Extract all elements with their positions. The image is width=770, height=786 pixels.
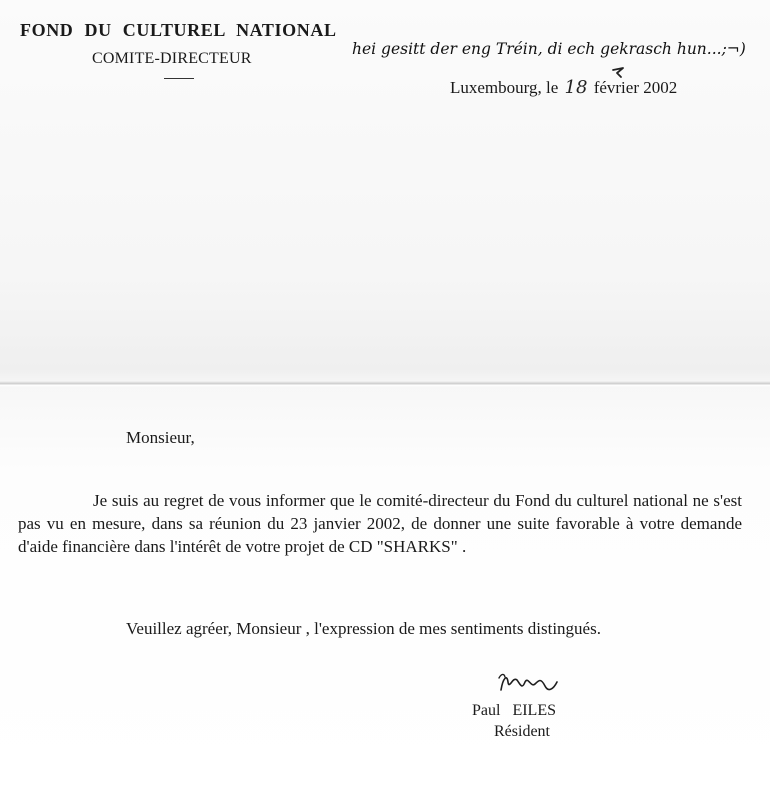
- date-suffix: février 2002: [593, 78, 678, 97]
- paper-fold-line: [0, 381, 770, 387]
- salutation: Monsieur,: [126, 428, 195, 447]
- date-prefix: Luxembourg, le: [450, 78, 559, 97]
- organization-name: FOND DU CULTUREL NATIONAL: [20, 20, 337, 40]
- letterhead-rule: [164, 78, 194, 79]
- closing-formula: Veuillez agréer, Monsieur , l'expression de mes sentiments distingués.: [126, 619, 601, 638]
- signer-title: Résident: [494, 723, 550, 740]
- date-day-handwritten: 18: [564, 77, 588, 98]
- handwritten-note: hei gesitt der eng Tréin, di ech gekrasch hun...;¬): [352, 40, 746, 58]
- handwritten-signature: [495, 668, 565, 698]
- signer-name: Paul EILES: [472, 702, 556, 719]
- letter-paragraph: Je suis au regret de vous informer que le comité-directeur du Fond du culturel national ne s'est pas vu en mesure, dans sa réunion du 23 janvier 2002, de donner une suite favorable à votre demande d'aide financière dans l'intérêt de votre projet de CD "SHARKS" .: [18, 491, 742, 556]
- date-line: [450, 77, 677, 98]
- letter-body: [18, 489, 742, 558]
- department-name: COMITE-DIRECTEUR: [92, 50, 252, 67]
- correction-mark-icon: [611, 66, 625, 80]
